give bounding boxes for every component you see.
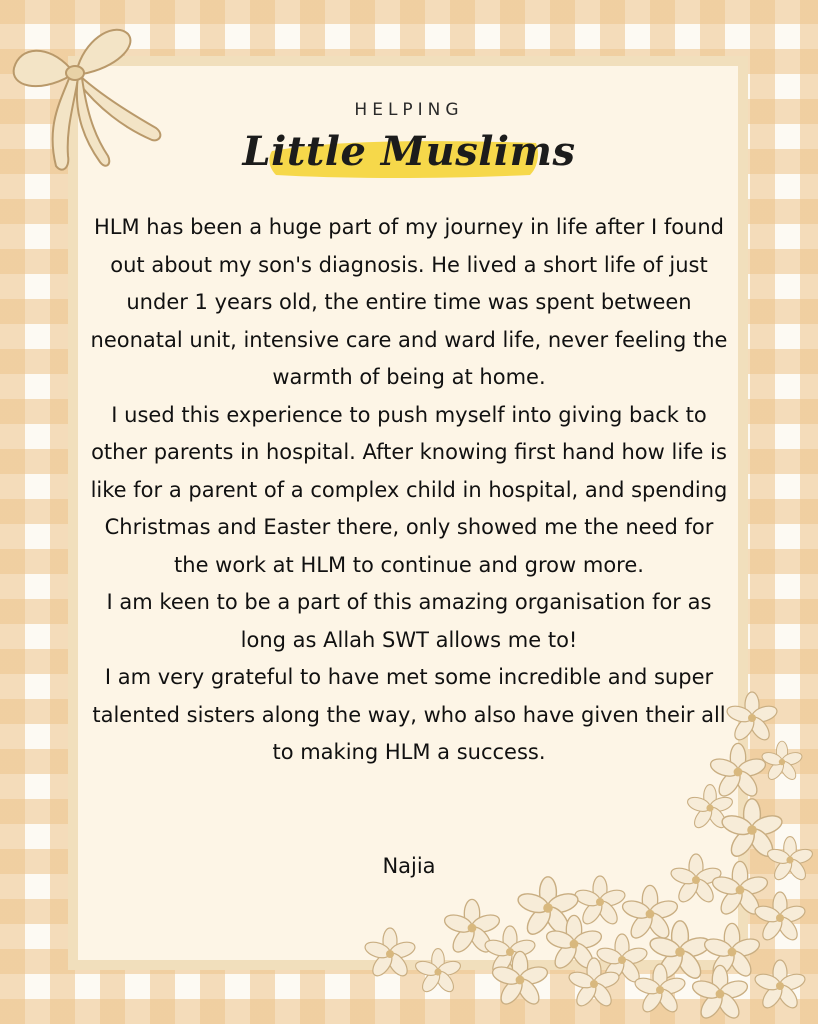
flowers-icon bbox=[360, 690, 818, 1024]
testimonial-paragraph-3: I am keen to be a part of this amazing organisation for as long as Allah SWT allows me to! bbox=[106, 590, 712, 652]
testimonial-paragraph-2: I used this experience to push myself into giving back to other parents in hospital. After knowing first hand how life is like for a parent of a complex child in hospital, and spending Christmas and Easter there, only showed me the need for the work at HLM to continue and grow more. bbox=[90, 402, 728, 577]
testimonial-paragraph-1: HLM has been a huge part of my journey in life after I found out about my son's diagnosis. He lived a short life of just under 1 years old, the entire time was spent between neonatal unit, intensive care and ward life, never feeling the warmth of being at home. bbox=[90, 215, 728, 389]
brand-title: Little Muslims bbox=[242, 128, 576, 175]
signature: Najia bbox=[382, 854, 436, 878]
brand-subtitle: HELPING bbox=[354, 100, 464, 120]
testimonial-paragraph-4: I am very grateful to have met some incredible and super talented sisters along the way, who also have given their all to making HLM a success. bbox=[92, 665, 726, 764]
testimonial-body bbox=[90, 209, 728, 772]
